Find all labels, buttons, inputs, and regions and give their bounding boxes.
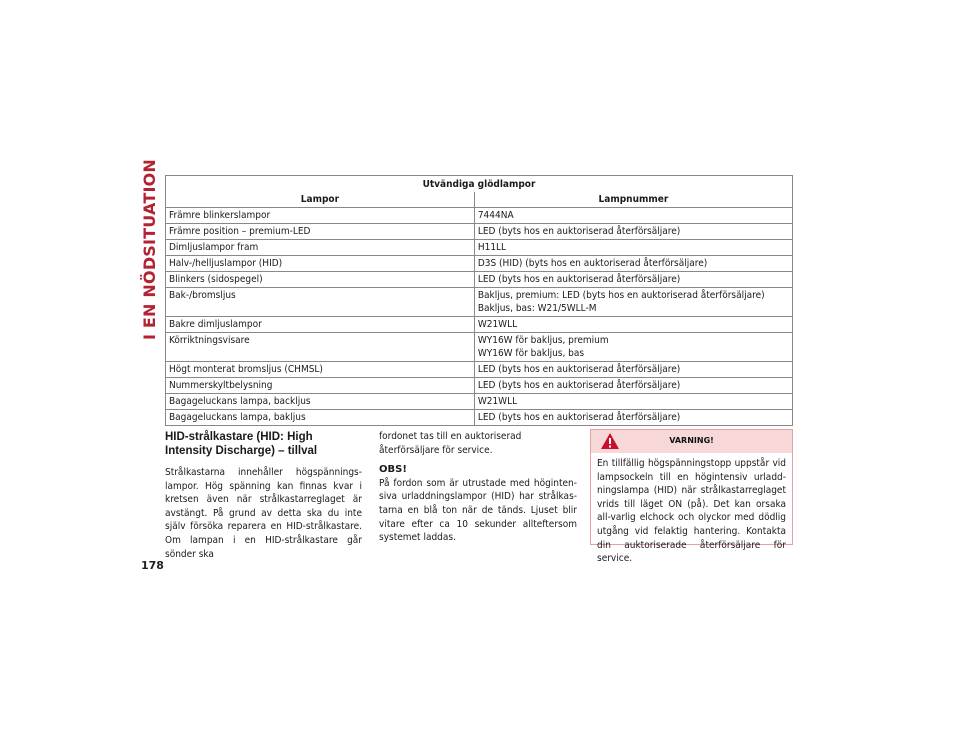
table-row	[166, 272, 793, 288]
chapter-title: I EN NÖDSITUATION	[139, 158, 159, 340]
bulb-number-cell: LED (byts hos en auktoriserad återförsäljare)	[474, 224, 792, 240]
text-column-middle	[379, 430, 577, 545]
warning-text: En tillfällig högspänningstopp uppstår vid lampsockeln till en högintensiv urladd-ningslampa (HID) när strålkastarreglaget vrids till läget ON (på). Det kan orsaka all-varlig elchock och olyckor med dödlig utgång vid felaktig hantering. Kontakta din auktoriserade återförsäljare för service.	[597, 458, 786, 565]
lamp-name-cell: Körriktningsvisare	[166, 333, 475, 362]
bulb-number-cell: LED (byts hos en auktoriserad återförsäljare)	[474, 410, 792, 426]
bulb-number-cell: WY16W för bakljus, premium WY16W för bakljus, bas	[474, 333, 792, 362]
lamp-name-cell: Dimljuslampor fram	[166, 240, 475, 256]
table-row	[166, 378, 793, 394]
section-heading: HID-strålkastare (HID: High Intensity Discharge) – tillval	[165, 431, 318, 457]
table-row	[166, 333, 793, 362]
bulb-number-cell: W21WLL	[474, 394, 792, 410]
table-body	[166, 208, 793, 426]
table-row	[166, 362, 793, 378]
lamp-name-cell: Främre blinkerslampor	[166, 208, 475, 224]
lamp-name-cell: Högt monterat bromsljus (CHMSL)	[166, 362, 475, 378]
lamp-name-cell: Bakre dimljuslampor	[166, 317, 475, 333]
table-row	[166, 224, 793, 240]
lamp-name-cell: Främre position – premium-LED	[166, 224, 475, 240]
bulb-number-cell: D3S (HID) (byts hos en auktoriserad återförsäljare)	[474, 256, 792, 272]
table-row	[166, 394, 793, 410]
note-text: På fordon som är utrustade med höginten-siva urladdningslampor (HID) har strålkas-tarna en blå ton när de tänds. Ljuset blir vitare efter ca 10 sekunder allteftersom systemet laddas.	[379, 477, 577, 544]
table-row	[166, 410, 793, 426]
lamp-name-cell: Halv-/helljuslampor (HID)	[166, 256, 475, 272]
bulb-number-cell: H11LL	[474, 240, 792, 256]
bulb-number-cell: LED (byts hos en auktoriserad återförsäljare)	[474, 362, 792, 378]
table-row	[166, 240, 793, 256]
lamp-name-cell: Blinkers (sidospegel)	[166, 272, 475, 288]
table-row	[166, 208, 793, 224]
page-number: 178	[141, 559, 164, 572]
lamp-name-cell: Bagageluckans lampa, bakljus	[166, 410, 475, 426]
chapter-side-tab	[138, 158, 160, 340]
body-paragraph-continued: fordonet tas till en auktoriserad återförsäljare för service.	[379, 431, 522, 456]
exterior-bulbs-table	[165, 175, 793, 426]
column-header-bulb-number: Lampnummer	[474, 192, 792, 208]
table-row	[166, 317, 793, 333]
warning-box	[590, 429, 793, 565]
bulb-number-cell: LED (byts hos en auktoriserad återförsäljare)	[474, 272, 792, 288]
bulb-number-cell: Bakljus, premium: LED (byts hos en auktoriserad återförsäljare) Bakljus, bas: W21/5WLL-M	[474, 288, 792, 317]
body-paragraph: Strålkastarna innehåller högspännings-lampor. Hög spänning kan finnas kvar i kretsen även när strålkastarreglaget är avstängt. På grund av detta ska du inte själv försöka reparera en HID-strålkastare. Om lampan i en HID-strålkastare går sönder ska	[165, 467, 362, 560]
table-title: Utvändiga glödlampor	[166, 176, 793, 193]
bulb-number-cell: LED (byts hos en auktoriserad återförsäljare)	[474, 378, 792, 394]
table-row	[166, 256, 793, 272]
bulb-number-cell: 7444NA	[474, 208, 792, 224]
lamp-name-cell: Bak-/bromsljus	[166, 288, 475, 317]
text-column-left	[165, 430, 362, 561]
warning-title: VARNING!	[669, 436, 714, 445]
lamp-name-cell: Nummerskyltbelysning	[166, 378, 475, 394]
column-header-lamps: Lampor	[166, 192, 475, 208]
table-row	[166, 288, 793, 317]
bulb-number-cell: W21WLL	[474, 317, 792, 333]
lamp-name-cell: Bagageluckans lampa, backljus	[166, 394, 475, 410]
note-label: OBS!	[379, 464, 407, 476]
warning-header	[591, 430, 792, 453]
